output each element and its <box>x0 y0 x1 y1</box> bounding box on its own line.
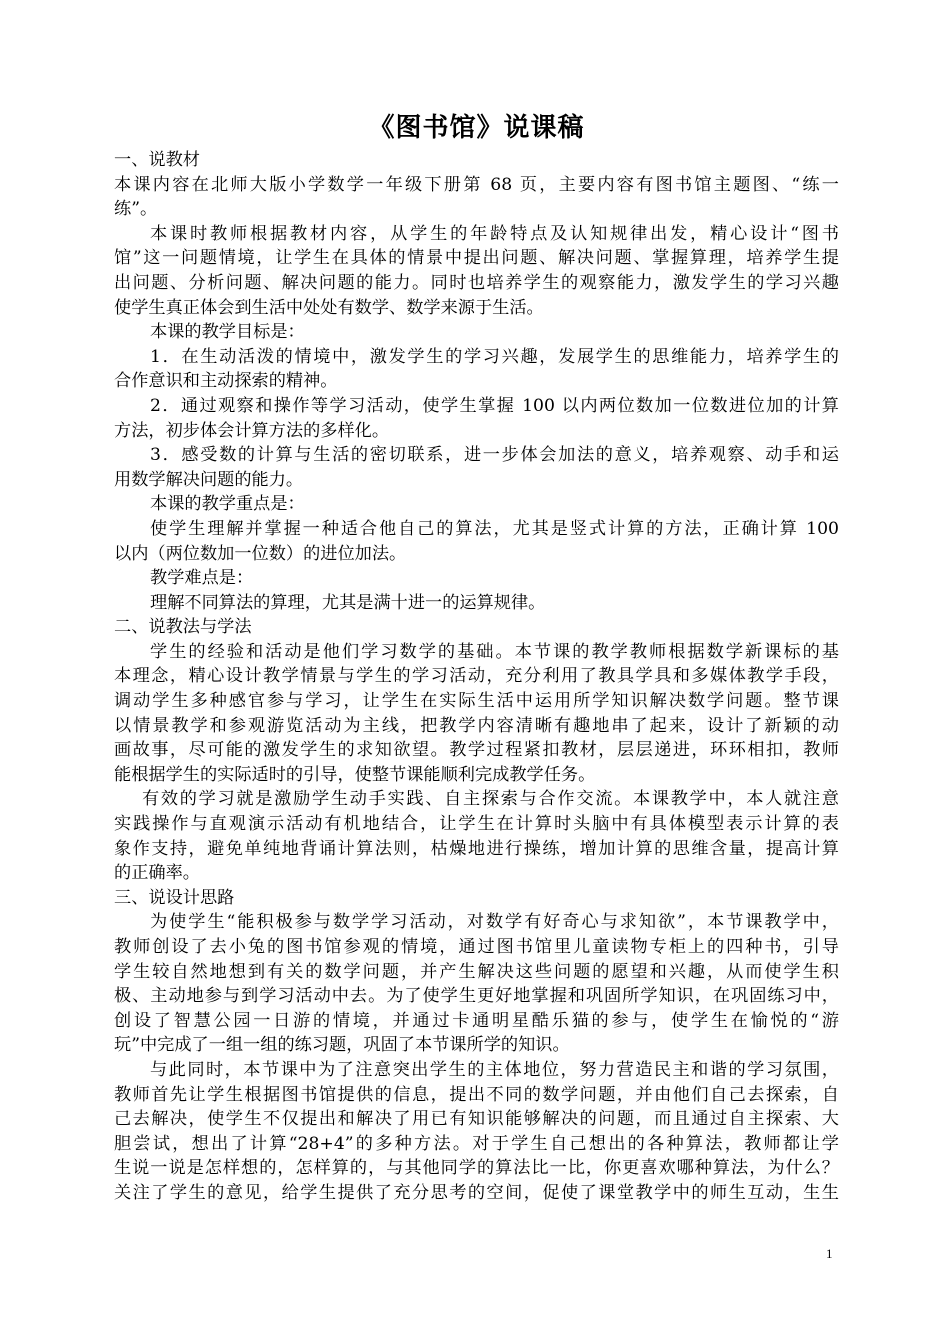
text-line: 使学生理解并掌握一种适合他自己的算法，尤其是竖式计算的方法，正确计算 100 <box>150 518 839 539</box>
text-line: 能根据学生的实际适时的引导，使整节课能顺利完成教学任务。 <box>114 764 596 785</box>
text-line: 调动学生多种感官参与学习，让学生在实际生活中运用所学知识解决数学问题。整节课 <box>114 691 839 712</box>
text-line: 创设了智慧公园一日游的情境，并通过卡通明星酷乐猫的参与，使学生在愉悦的“游 <box>114 1010 839 1031</box>
text-line: 与此同时，本节课中为了注意突出学生的主体地位，努力营造民主和谐的学习氛围， <box>150 1059 839 1080</box>
text-line: 玩”中完成了一组一组的练习题，巩固了本节课所学的知识。 <box>114 1035 570 1056</box>
text-line: 以情景教学和参观游览活动为主线，把教学内容清晰有趣地串了起来，设计了新颖的动 <box>114 715 839 736</box>
text-line: 用数学解决问题的能力。 <box>114 469 304 490</box>
text-line: 有效的学习就是激励学生动手实践、自主探索与合作交流。本课教学中，本人就注意 <box>142 789 839 810</box>
text-line: 理解不同算法的算理，尤其是满十进一的运算规律。 <box>150 592 546 613</box>
text-line: 学生的经验和活动是他们学习数学的基础。本节课的教学教师根据数学新课标的基 <box>150 641 839 662</box>
document-body <box>114 108 839 1206</box>
text-line: 极、主动地参与到学习活动中去。为了使学生更好地掌握和巩固所学知识，在巩固练习中， <box>114 986 839 1007</box>
text-line: 本课内容在北师大版小学数学一年级下册第 68 页，主要内容有图书馆主题图、“练一 <box>114 174 839 195</box>
text-line: 2．通过观察和操作等学习活动，使学生掌握 100 以内两位数加一位数进位加的计算 <box>150 395 839 416</box>
text-line: 1．在生动活泼的情境中，激发学生的学习兴趣，发展学生的思维能力，培养学生的 <box>150 346 839 367</box>
text-line: 一、说教材 <box>114 150 200 170</box>
text-line: 出问题、分析问题、解决问题的能力。同时也培养学生的观察能力，激发学生的学习兴趣 <box>114 272 839 293</box>
text-line: 以内（两位数加一位数）的进位加法。 <box>114 543 407 564</box>
text-line: 教学难点是： <box>150 568 254 589</box>
text-line: 本课的教学重点是： <box>150 494 305 515</box>
text-line: 二、说教法与学法 <box>114 617 252 638</box>
text-line: 象作支持，避免单纯地背诵计算法则，枯燥地进行操练，增加计算的思维含量，提高计算 <box>114 838 839 859</box>
text-line: 本课的教学目标是： <box>150 322 305 343</box>
text-line: 教师首先让学生根据图书馆提供的信息，提出不同的数学问题，并由他们自己去探索，自 <box>114 1084 839 1105</box>
text-line: 己去解决，使学生不仅提出和解决了用已有知识能够解决的问题，而且通过自主探索、大 <box>114 1109 839 1130</box>
text-line: 使学生真正体会到生活中处处有数学、数学来源于生活。 <box>114 297 544 318</box>
page-number: 1 <box>826 1246 833 1261</box>
text-line: 为使学生“能积极参与数学学习活动，对数学有好奇心与求知欲”，本节课教学中， <box>150 912 839 933</box>
text-line: 馆”这一问题情境，让学生在具体的情景中提出问题、解决问题、掌握算理，培养学生提 <box>114 248 839 269</box>
text-line: 三、说设计思路 <box>114 887 235 908</box>
text-line: 本课时教师根据教材内容，从学生的年龄特点及认知规律出发，精心设计“图书 <box>150 223 839 244</box>
text-line: 生说一说是怎样想的，怎样算的，与其他同学的算法比一比，你更喜欢哪种算法，为什么？ <box>114 1158 839 1179</box>
text-line: 方法，初步体会计算方法的多样化。 <box>114 420 390 441</box>
text-line: 学生较自然地想到有关的数学问题，并产生解决这些问题的愿望和兴趣，从而使学生积 <box>114 961 839 982</box>
text-line: 本理念，精心设计教学情景与学生的学习活动，充分利用了教具学具和多媒体教学手段， <box>114 666 839 687</box>
text-line: 关注了学生的意见，给学生提供了充分思考的空间，促使了课堂教学中的师生互动，生生 <box>114 1182 839 1203</box>
text-line: 实践操作与直观演示活动有机地结合，让学生在计算时头脑中有具体模型表示计算的表 <box>114 814 839 835</box>
text-line: 练”。 <box>114 199 158 220</box>
paragraph-lines <box>114 148 839 1206</box>
text-line: 胆尝试，想出了计算“28+4”的多种方法。对于学生自己想出的各种算法，教师都让学 <box>114 1133 839 1154</box>
text-line: 画故事，尽可能的激发学生的求知欲望。教学过程紧扣教材，层层递进，环环相扣，教师 <box>114 740 839 761</box>
text-line: 合作意识和主动探索的精神。 <box>114 371 338 392</box>
text-line: 的正确率。 <box>114 863 200 884</box>
text-line: 3．感受数的计算与生活的密切联系，进一步体会加法的意义，培养观察、动手和运 <box>150 445 839 466</box>
document-title: 《图书馆》说课稿 <box>368 113 585 143</box>
text-line: 教师创设了去小兔的图书馆参观的情境，通过图书馆里儿童读物专柜上的四种书，引导 <box>114 937 839 957</box>
